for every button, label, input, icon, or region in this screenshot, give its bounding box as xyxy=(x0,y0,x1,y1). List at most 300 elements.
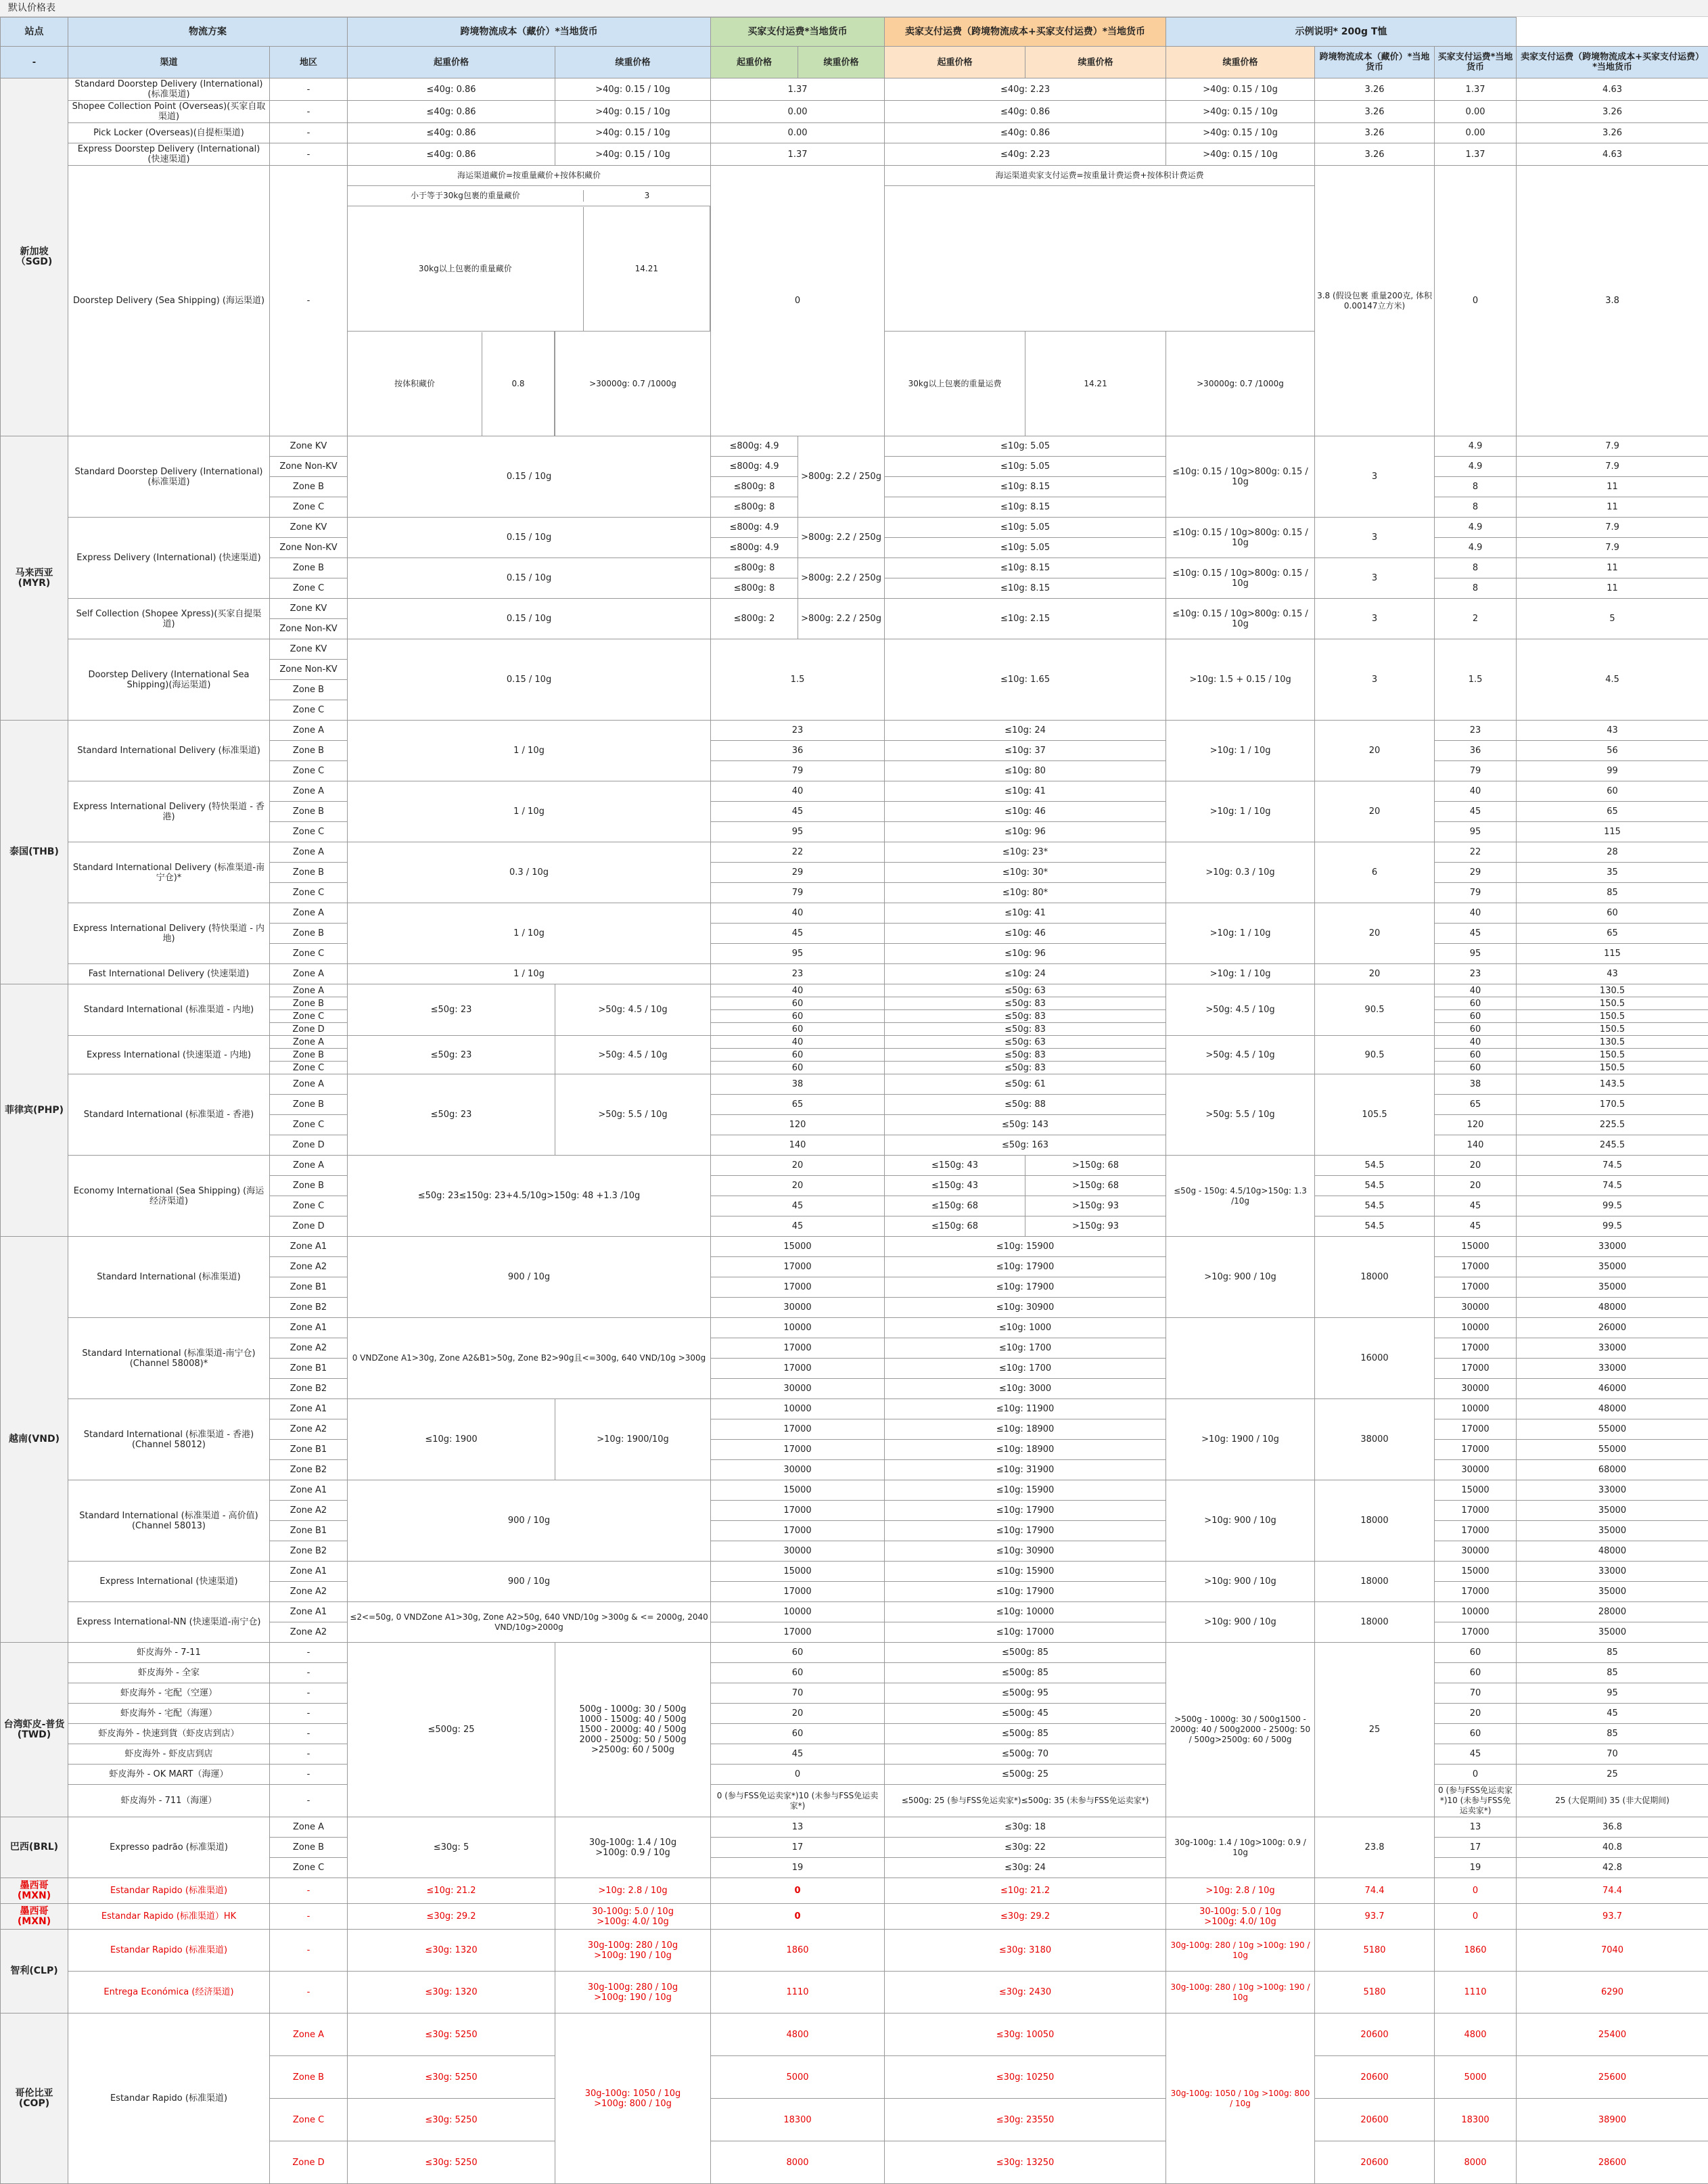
cost-start-cell: ≤30g: 5250 xyxy=(348,2141,555,2184)
header-buyer-start: 起重价格 xyxy=(711,47,798,78)
buyer-cell: 22 xyxy=(711,842,885,863)
cost-start-cell: ≤50g: 23 xyxy=(348,1074,555,1156)
ex-buyer-cell: 5000 xyxy=(1435,2056,1517,2099)
seller-start-cell: ≤50g: 163 xyxy=(885,1135,1166,1156)
seller-cont-cell: >10g: 2.8 / 10g xyxy=(1166,1878,1315,1904)
zone-cell: Zone A xyxy=(270,1817,348,1838)
seller-cont-cell: 30g-100g: 280 / 10g >100g: 190 / 10g xyxy=(1166,1930,1315,1972)
ex-buyer-cell: 1.37 xyxy=(1435,143,1517,166)
buyer-cell: 1110 xyxy=(711,1972,885,2014)
buyer-cell: 15000 xyxy=(711,1562,885,1582)
ex-seller-cell: 26000 xyxy=(1517,1318,1708,1338)
buyer-cell: 17 xyxy=(711,1838,885,1858)
buyer-cell: 60 xyxy=(711,1023,885,1036)
table-row xyxy=(1,1904,1708,1930)
buyer-start-cell: ≤800g: 8 xyxy=(711,558,798,578)
price-table-body xyxy=(1,18,1708,2184)
buyer-start-cell: ≤800g: 4.9 xyxy=(711,457,798,477)
channel-cell: Express International (快速渠道 - 内地) xyxy=(68,1036,270,1074)
ex-buyer-cell: 0.00 xyxy=(1435,101,1517,123)
table-row xyxy=(1,964,1708,984)
buyer-cell: 17000 xyxy=(711,1277,885,1298)
ex-cost-cell: 54.5 xyxy=(1315,1216,1435,1237)
zone-cell: Zone A2 xyxy=(270,1338,348,1359)
ex-seller-cell: 115 xyxy=(1517,944,1708,964)
seller-start-cell: ≤10g: 5.05 xyxy=(885,457,1166,477)
header-example: 示例说明* 200g T恤 xyxy=(1166,18,1517,47)
ex-buyer-cell: 79 xyxy=(1435,883,1517,903)
cost-cell: 0.15 / 10g xyxy=(348,518,711,558)
ex-buyer-cell: 2 xyxy=(1435,599,1517,639)
zone-cell: Zone C xyxy=(270,700,348,721)
ex-seller-cell: 36.8 xyxy=(1517,1817,1708,1838)
seller-cont-cell: 30-100g: 5.0 / 10g >100g: 4.0/ 10g xyxy=(1166,1904,1315,1930)
ex-seller-cell: 35000 xyxy=(1517,1582,1708,1602)
channel-cell: Fast International Delivery (快速渠道) xyxy=(68,964,270,984)
seller-start-cell: ≤10g: 15900 xyxy=(885,1480,1166,1501)
ex-buyer-cell: 60 xyxy=(1435,1062,1517,1074)
buyer-cell: 120 xyxy=(711,1115,885,1135)
ex-cost-cell: 54.5 xyxy=(1315,1176,1435,1196)
header-seller: 卖家支付运费（跨境物流成本+买家支付运费）*当地货币 xyxy=(885,18,1166,47)
ex-seller-cell: 28 xyxy=(1517,842,1708,863)
buyer-start-cell: ≤800g: 4.9 xyxy=(711,436,798,457)
ex-seller-cell: 85 xyxy=(1517,883,1708,903)
region-cell: - xyxy=(270,1683,348,1704)
seller-start-cell: ≤30g: 23550 xyxy=(885,2099,1166,2141)
buyer-cell: 1.5 xyxy=(711,639,885,721)
ex-seller-cell: 11 xyxy=(1517,558,1708,578)
site-cell: 智利(CLP) xyxy=(1,1930,68,2014)
seller-start-cell: ≤40g: 0.86 xyxy=(885,123,1166,143)
ex-cost-cell: 20600 xyxy=(1315,2014,1435,2056)
seller-rule-value: 14.21 xyxy=(1025,332,1166,436)
ex-buyer-cell: 45 xyxy=(1435,924,1517,944)
zone-cell: Zone A xyxy=(270,1036,348,1049)
seller-start-cell: ≤10g: 80 xyxy=(885,761,1166,781)
ex-cost-cell: 3 xyxy=(1315,558,1435,599)
table-row xyxy=(1,842,1708,863)
channel-cell: Express Doorstep Delivery (International) (快速渠道) xyxy=(68,143,270,166)
ex-seller-cell: 55000 xyxy=(1517,1419,1708,1440)
buyer-cell: 45 xyxy=(711,802,885,822)
cost-cell: 1 / 10g xyxy=(348,964,711,984)
buyer-cell: 20 xyxy=(711,1156,885,1176)
seller-rule-label: 30kg以上包裹的重量运费 xyxy=(885,332,1025,436)
buyer-start-cell: ≤800g: 8 xyxy=(711,578,798,599)
channel-cell: Estandar Rapido (标准渠道) xyxy=(68,2014,270,2184)
buyer-cell: 0.00 xyxy=(711,101,885,123)
buyer-cell: 13 xyxy=(711,1817,885,1838)
ex-seller-cell: 3.26 xyxy=(1517,101,1708,123)
cost-cell: 0.15 / 10g xyxy=(348,639,711,721)
seller-cont-cell: >10g: 1 / 10g xyxy=(1166,721,1315,781)
table-row xyxy=(1,1399,1708,1419)
cost-cont-cell: 30g-100g: 1.4 / 10g >100g: 0.9 / 10g xyxy=(555,1817,711,1878)
ex-buyer-cell: 10000 xyxy=(1435,1318,1517,1338)
seller-cell: 海运渠道卖家支付运费=按重量计费运费+按体积计费运费 xyxy=(885,166,1315,186)
ex-buyer-cell: 20 xyxy=(1435,1156,1517,1176)
ex-buyer-cell: 140 xyxy=(1435,1135,1517,1156)
header-ex-seller: 卖家支付运费（跨境物流成本+买家支付运费）*当地货币 xyxy=(1517,47,1708,78)
ex-buyer-cell: 10000 xyxy=(1435,1602,1517,1622)
cost-cell: 0.15 / 10g xyxy=(348,436,711,518)
ex-cost-cell: 18000 xyxy=(1315,1480,1435,1562)
region-cell: - xyxy=(270,101,348,123)
ex-cost-cell: 18000 xyxy=(1315,1602,1435,1643)
ex-cost-cell: 5180 xyxy=(1315,1972,1435,2014)
ex-buyer-cell: 15000 xyxy=(1435,1562,1517,1582)
cost-cell: 1 / 10g xyxy=(348,721,711,781)
ex-buyer-cell: 0 xyxy=(1435,166,1517,436)
ex-seller-cell: 60 xyxy=(1517,903,1708,924)
zone-cell: Zone Non-KV xyxy=(270,660,348,680)
region-cell: - xyxy=(270,166,348,436)
channel-cell: Express International Delivery (特快渠道 - 香港) xyxy=(68,781,270,842)
buyer-cell: 40 xyxy=(711,984,885,997)
buyer-cell: 60 xyxy=(711,1724,885,1744)
ex-cost-cell: 90.5 xyxy=(1315,984,1435,1036)
ex-buyer-cell: 8 xyxy=(1435,558,1517,578)
seller-start-cell: ≤10g: 31900 xyxy=(885,1460,1166,1480)
buyer-cell: 17000 xyxy=(711,1521,885,1541)
buyer-cell: 17000 xyxy=(711,1501,885,1521)
cost-cell xyxy=(348,206,711,332)
seller-start-cell: ≤150g: 43 xyxy=(885,1156,1025,1176)
ex-seller-cell: 38900 xyxy=(1517,2099,1708,2141)
seller-start2-cell: >150g: 68 xyxy=(1025,1176,1166,1196)
ex-buyer-cell: 60 xyxy=(1435,1724,1517,1744)
buyer-cell: 36 xyxy=(711,741,885,761)
ex-buyer-cell: 45 xyxy=(1435,1216,1517,1237)
seller-start-cell: ≤500g: 85 xyxy=(885,1643,1166,1663)
seller-start-cell: ≤10g: 10000 xyxy=(885,1602,1166,1622)
buyer-start-cell: ≤800g: 8 xyxy=(711,497,798,518)
site-cell: 泰国(THB) xyxy=(1,721,68,984)
buyer-cell: 0 xyxy=(711,1904,885,1930)
ex-buyer-cell: 17000 xyxy=(1435,1521,1517,1541)
zone-cell: Zone D xyxy=(270,1135,348,1156)
header-buyer-cont: 续重价格 xyxy=(798,47,885,78)
ex-seller-cell: 7.9 xyxy=(1517,457,1708,477)
ex-buyer-cell: 40 xyxy=(1435,903,1517,924)
ex-seller-cell: 3.26 xyxy=(1517,123,1708,143)
ex-seller-cell: 35000 xyxy=(1517,1622,1708,1643)
ex-buyer-cell: 70 xyxy=(1435,1683,1517,1704)
ex-buyer-cell: 36 xyxy=(1435,741,1517,761)
ex-cost-cell: 3 xyxy=(1315,599,1435,639)
zone-cell: Zone C xyxy=(270,822,348,842)
ex-cost-cell: 16000 xyxy=(1315,1318,1435,1399)
seller-cont-cell: 30g-100g: 280 / 10g >100g: 190 / 10g xyxy=(1166,1972,1315,2014)
seller-cont-cell: >10g: 1.5 + 0.15 / 10g xyxy=(1166,639,1315,721)
site-cell: 哥伦比亚(COP) xyxy=(1,2014,68,2184)
ex-seller-cell: 150.5 xyxy=(1517,1010,1708,1023)
site-cell: 越南(VND) xyxy=(1,1237,68,1643)
zone-cell: Zone A1 xyxy=(270,1480,348,1501)
ex-seller-cell: 35000 xyxy=(1517,1277,1708,1298)
buyer-cell: 15000 xyxy=(711,1237,885,1257)
seller-cont-cell: 30g-100g: 1050 / 10g >100g: 800 / 10g xyxy=(1166,2014,1315,2184)
seller-cont-cell: ≤50g - 150g: 4.5/10g>150g: 1.3 /10g xyxy=(1166,1156,1315,1237)
buyer-cont-cell: >800g: 2.2 / 250g xyxy=(798,599,885,639)
ex-seller-cell: 25400 xyxy=(1517,2014,1708,2056)
zone-cell: Zone B xyxy=(270,1838,348,1858)
seller-start-cell: ≤30g: 22 xyxy=(885,1838,1166,1858)
ex-buyer-cell: 8 xyxy=(1435,578,1517,599)
ex-cost-cell: 3 xyxy=(1315,639,1435,721)
ex-buyer-cell: 0 xyxy=(1435,1878,1517,1904)
ex-buyer-cell: 0 xyxy=(1435,1904,1517,1930)
ex-seller-cell: 33000 xyxy=(1517,1562,1708,1582)
seller-start-cell: ≤500g: 85 xyxy=(885,1724,1166,1744)
ex-buyer-cell: 17000 xyxy=(1435,1501,1517,1521)
ex-seller-cell: 43 xyxy=(1517,964,1708,984)
seller-start-cell: ≤50g: 83 xyxy=(885,1010,1166,1023)
cost-rule-label: 按体积藏价 xyxy=(348,332,482,436)
region-cell: - xyxy=(270,1744,348,1765)
ex-seller-cell: 25600 xyxy=(1517,2056,1708,2099)
zone-cell: Zone B xyxy=(270,802,348,822)
ex-seller-cell: 35000 xyxy=(1517,1501,1708,1521)
zone-cell: Zone D xyxy=(270,1023,348,1036)
ex-buyer-cell: 17000 xyxy=(1435,1582,1517,1602)
ex-seller-cell: 7.9 xyxy=(1517,538,1708,558)
ex-seller-cell: 45 xyxy=(1517,1704,1708,1724)
header-logistics: 物流方案 xyxy=(68,18,348,47)
ex-buyer-cell: 95 xyxy=(1435,944,1517,964)
cost-start-cell: ≤30g: 5250 xyxy=(348,2056,555,2099)
table-row xyxy=(1,984,1708,997)
seller-start-cell: ≤50g: 143 xyxy=(885,1115,1166,1135)
zone-cell: Zone B2 xyxy=(270,1460,348,1480)
seller-start-cell: ≤10g: 80* xyxy=(885,883,1166,903)
seller-start2-cell: >150g: 93 xyxy=(1025,1216,1166,1237)
header-channel: 渠道 xyxy=(68,47,270,78)
seller-start-cell: ≤500g: 25 (参与FSS免运卖家*)≤500g: 35 (未参与FSS免运卖家*) xyxy=(885,1785,1166,1817)
header-cost-cont: 续重价格 xyxy=(555,47,711,78)
cost-start-cell: ≤500g: 25 xyxy=(348,1643,555,1817)
buyer-cell: 10000 xyxy=(711,1399,885,1419)
ex-buyer-cell: 23 xyxy=(1435,721,1517,741)
table-row xyxy=(1,903,1708,924)
cost-cont-cell: >40g: 0.15 / 10g xyxy=(555,101,711,123)
ex-buyer-cell: 22 xyxy=(1435,842,1517,863)
site-cell: 墨西哥 (MXN) xyxy=(1,1904,68,1930)
zone-cell: Zone B xyxy=(270,863,348,883)
buyer-cell: 23 xyxy=(711,964,885,984)
table-row xyxy=(1,1156,1708,1176)
site-cell: 台湾虾皮-普货(TWD) xyxy=(1,1643,68,1817)
zone-cell: Zone B xyxy=(270,924,348,944)
ex-buyer-cell: 1860 xyxy=(1435,1930,1517,1972)
buyer-cell: 1860 xyxy=(711,1930,885,1972)
ex-buyer-cell: 40 xyxy=(1435,1036,1517,1049)
ex-seller-cell: 74.5 xyxy=(1517,1156,1708,1176)
table-row xyxy=(1,436,1708,457)
seller-start-cell: ≤10g: 2.15 xyxy=(885,599,1166,639)
seller-start-cell: ≤10g: 41 xyxy=(885,903,1166,924)
ex-seller-cell: 93.7 xyxy=(1517,1904,1708,1930)
ex-cost-cell: 20 xyxy=(1315,721,1435,781)
seller-start-cell: ≤10g: 17900 xyxy=(885,1521,1166,1541)
buyer-cell: 23 xyxy=(711,721,885,741)
buyer-cell: 60 xyxy=(711,1010,885,1023)
channel-cell: Express International-NN (快速渠道-南宁仓) xyxy=(68,1602,270,1643)
buyer-cell: 0 xyxy=(711,166,885,436)
ex-buyer-cell: 0 xyxy=(1435,1765,1517,1785)
buyer-cell: 40 xyxy=(711,781,885,802)
seller-start-cell: ≤30g: 13250 xyxy=(885,2141,1166,2184)
seller-start-cell: ≤10g: 8.15 xyxy=(885,558,1166,578)
ex-cost-cell: 90.5 xyxy=(1315,1036,1435,1074)
ex-buyer-cell: 15000 xyxy=(1435,1480,1517,1501)
cost-cell: 900 / 10g xyxy=(348,1562,711,1602)
cost-start-cell: ≤50g: 23 xyxy=(348,984,555,1036)
channel-cell: Self Collection (Shopee Xpress)(买家自提渠道) xyxy=(68,599,270,639)
channel-cell: 虾皮海外 - 快速到貨（虾皮店到店） xyxy=(68,1724,270,1744)
ex-cost-cell: 93.7 xyxy=(1315,1904,1435,1930)
ex-buyer-cell: 10000 xyxy=(1435,1399,1517,1419)
ex-buyer-cell: 30000 xyxy=(1435,1541,1517,1562)
ex-buyer-cell: 40 xyxy=(1435,984,1517,997)
channel-cell: Standard International (标准渠道 - 香港) xyxy=(68,1074,270,1156)
ex-seller-cell: 35000 xyxy=(1517,1521,1708,1541)
seller-start-cell: ≤500g: 45 xyxy=(885,1704,1166,1724)
ex-buyer-cell: 20 xyxy=(1435,1176,1517,1196)
table-row xyxy=(1,2014,1708,2056)
header-seller-start: 起重价格 xyxy=(885,47,1025,78)
seller-start-cell: ≤10g: 3000 xyxy=(885,1379,1166,1399)
region-cell: - xyxy=(270,1704,348,1724)
ex-seller-cell: 28600 xyxy=(1517,2141,1708,2184)
header-ex-cost: 跨境物流成本（藏价）*当地货币 xyxy=(1315,47,1435,78)
zone-cell: Zone A2 xyxy=(270,1501,348,1521)
header-region: 地区 xyxy=(270,47,348,78)
seller-start-cell: ≤10g: 1.65 xyxy=(885,639,1166,721)
ex-seller-cell: 48000 xyxy=(1517,1298,1708,1318)
zone-cell: Zone B1 xyxy=(270,1440,348,1460)
ex-seller-cell: 40.8 xyxy=(1517,1838,1708,1858)
ex-cost-cell: 54.5 xyxy=(1315,1156,1435,1176)
zone-cell: Zone B xyxy=(270,1176,348,1196)
seller-start-cell: ≤10g: 8.15 xyxy=(885,578,1166,599)
ex-seller-cell: 150.5 xyxy=(1517,997,1708,1010)
ex-cost-cell: 6 xyxy=(1315,842,1435,903)
ex-cost-cell: 20600 xyxy=(1315,2099,1435,2141)
zone-cell: Zone B1 xyxy=(270,1359,348,1379)
ex-cost-cell: 18000 xyxy=(1315,1562,1435,1602)
ex-buyer-cell: 8 xyxy=(1435,497,1517,518)
ex-seller-cell: 7040 xyxy=(1517,1930,1708,1972)
table-row xyxy=(1,1602,1708,1622)
seller-start-cell: ≤10g: 23* xyxy=(885,842,1166,863)
region-cell: - xyxy=(270,1904,348,1930)
cost-start-cell: ≤40g: 0.86 xyxy=(348,143,555,166)
seller-cont-cell: 30g-100g: 1.4 / 10g>100g: 0.9 / 10g xyxy=(1166,1817,1315,1878)
site-cell: 墨西哥 (MXN) xyxy=(1,1878,68,1904)
header-ex-buyer: 买家支付运费*当地货币 xyxy=(1435,47,1517,78)
buyer-cell: 40 xyxy=(711,903,885,924)
ex-seller-cell: 225.5 xyxy=(1517,1115,1708,1135)
cost-cont-cell: >50g: 4.5 / 10g xyxy=(555,1036,711,1074)
ex-cost-cell: 5180 xyxy=(1315,1930,1435,1972)
cost-rule-value: 0.8 xyxy=(482,332,555,436)
table-row xyxy=(1,721,1708,741)
table-row xyxy=(1,1643,1708,1663)
channel-cell: 虾皮海外 - 虾皮店到店 xyxy=(68,1744,270,1765)
buyer-cell: 140 xyxy=(711,1135,885,1156)
channel-cell: Standard International (标准渠道 - 香港) (Channel 58012) xyxy=(68,1399,270,1480)
buyer-cell: 10000 xyxy=(711,1602,885,1622)
seller-start-cell: ≤10g: 17900 xyxy=(885,1582,1166,1602)
buyer-cell: 40 xyxy=(711,1036,885,1049)
cost-start-cell: ≤10g: 21.2 xyxy=(348,1878,555,1904)
cost-cell: 海运渠道藏价=按重量藏价+按体积藏价 xyxy=(348,166,711,186)
seller-cont-cell: >50g: 4.5 / 10g xyxy=(1166,1036,1315,1074)
seller-start-cell: ≤150g: 68 xyxy=(885,1216,1025,1237)
seller-cont-cell: >40g: 0.15 / 10g xyxy=(1166,78,1315,101)
region-cell: - xyxy=(270,1765,348,1785)
ex-cost-cell: 23.8 xyxy=(1315,1817,1435,1878)
cost-cell: 0 VNDZone A1>30g, Zone A2&B1>50g, Zone B2>90g且<=300g, 640 VND/10g >300g xyxy=(348,1318,711,1399)
zone-cell: Zone C xyxy=(270,1010,348,1023)
channel-cell: 虾皮海外 - 711（海運） xyxy=(68,1785,270,1817)
zone-cell: Zone D xyxy=(270,1216,348,1237)
ex-buyer-cell: 60 xyxy=(1435,1049,1517,1062)
zone-cell: Zone A xyxy=(270,1156,348,1176)
cost-start-cell: ≤40g: 0.86 xyxy=(348,101,555,123)
seller-start-cell: ≤10g: 24 xyxy=(885,964,1166,984)
ex-seller-cell: 245.5 xyxy=(1517,1135,1708,1156)
cost-cont-cell: 30g-100g: 280 / 10g >100g: 190 / 10g xyxy=(555,1930,711,1972)
ex-buyer-cell: 60 xyxy=(1435,997,1517,1010)
zone-cell: Zone A2 xyxy=(270,1419,348,1440)
channel-cell: Standard International (标准渠道 - 内地) xyxy=(68,984,270,1036)
zone-cell: Zone D xyxy=(270,2141,348,2184)
seller-start-cell: ≤500g: 70 xyxy=(885,1744,1166,1765)
ex-buyer-cell: 40 xyxy=(1435,781,1517,802)
zone-cell: Zone C xyxy=(270,578,348,599)
ex-buyer-cell: 8 xyxy=(1435,477,1517,497)
seller-start-cell: ≤50g: 83 xyxy=(885,1049,1166,1062)
channel-cell: Standard International (标准渠道 - 高价值) (Channel 58013) xyxy=(68,1480,270,1562)
buyer-cell: 30000 xyxy=(711,1379,885,1399)
buyer-cell: 60 xyxy=(711,1663,885,1683)
zone-cell: Zone A2 xyxy=(270,1582,348,1602)
ex-buyer-cell: 17 xyxy=(1435,1838,1517,1858)
cost-cont-cell: 30g-100g: 1050 / 10g >100g: 800 / 10g xyxy=(555,2014,711,2184)
zone-cell: Zone Non-KV xyxy=(270,457,348,477)
seller-start-cell: ≤40g: 0.86 xyxy=(885,101,1166,123)
ex-seller-cell: 5 xyxy=(1517,599,1708,639)
ex-buyer-cell: 15000 xyxy=(1435,1237,1517,1257)
channel-cell: 虾皮海外 - 宅配（空運） xyxy=(68,1683,270,1704)
ex-seller-cell: 99 xyxy=(1517,761,1708,781)
buyer-cell: 15000 xyxy=(711,1480,885,1501)
seller-start-cell: ≤50g: 83 xyxy=(885,1062,1166,1074)
seller-start-cell: ≤50g: 63 xyxy=(885,1036,1166,1049)
site-cell: 菲律宾(PHP) xyxy=(1,984,68,1237)
zone-cell: Zone B2 xyxy=(270,1298,348,1318)
ex-seller-cell: 56 xyxy=(1517,741,1708,761)
seller-start-cell: ≤50g: 63 xyxy=(885,984,1166,997)
seller-cont-cell: ≤10g: 0.15 / 10g>800g: 0.15 / 10g xyxy=(1166,599,1315,639)
zone-cell: Zone Non-KV xyxy=(270,619,348,639)
zone-cell: Zone A1 xyxy=(270,1399,348,1419)
buyer-cont-cell: >800g: 2.2 / 250g xyxy=(798,558,885,599)
seller-cont-cell: >10g: 900 / 10g xyxy=(1166,1602,1315,1643)
